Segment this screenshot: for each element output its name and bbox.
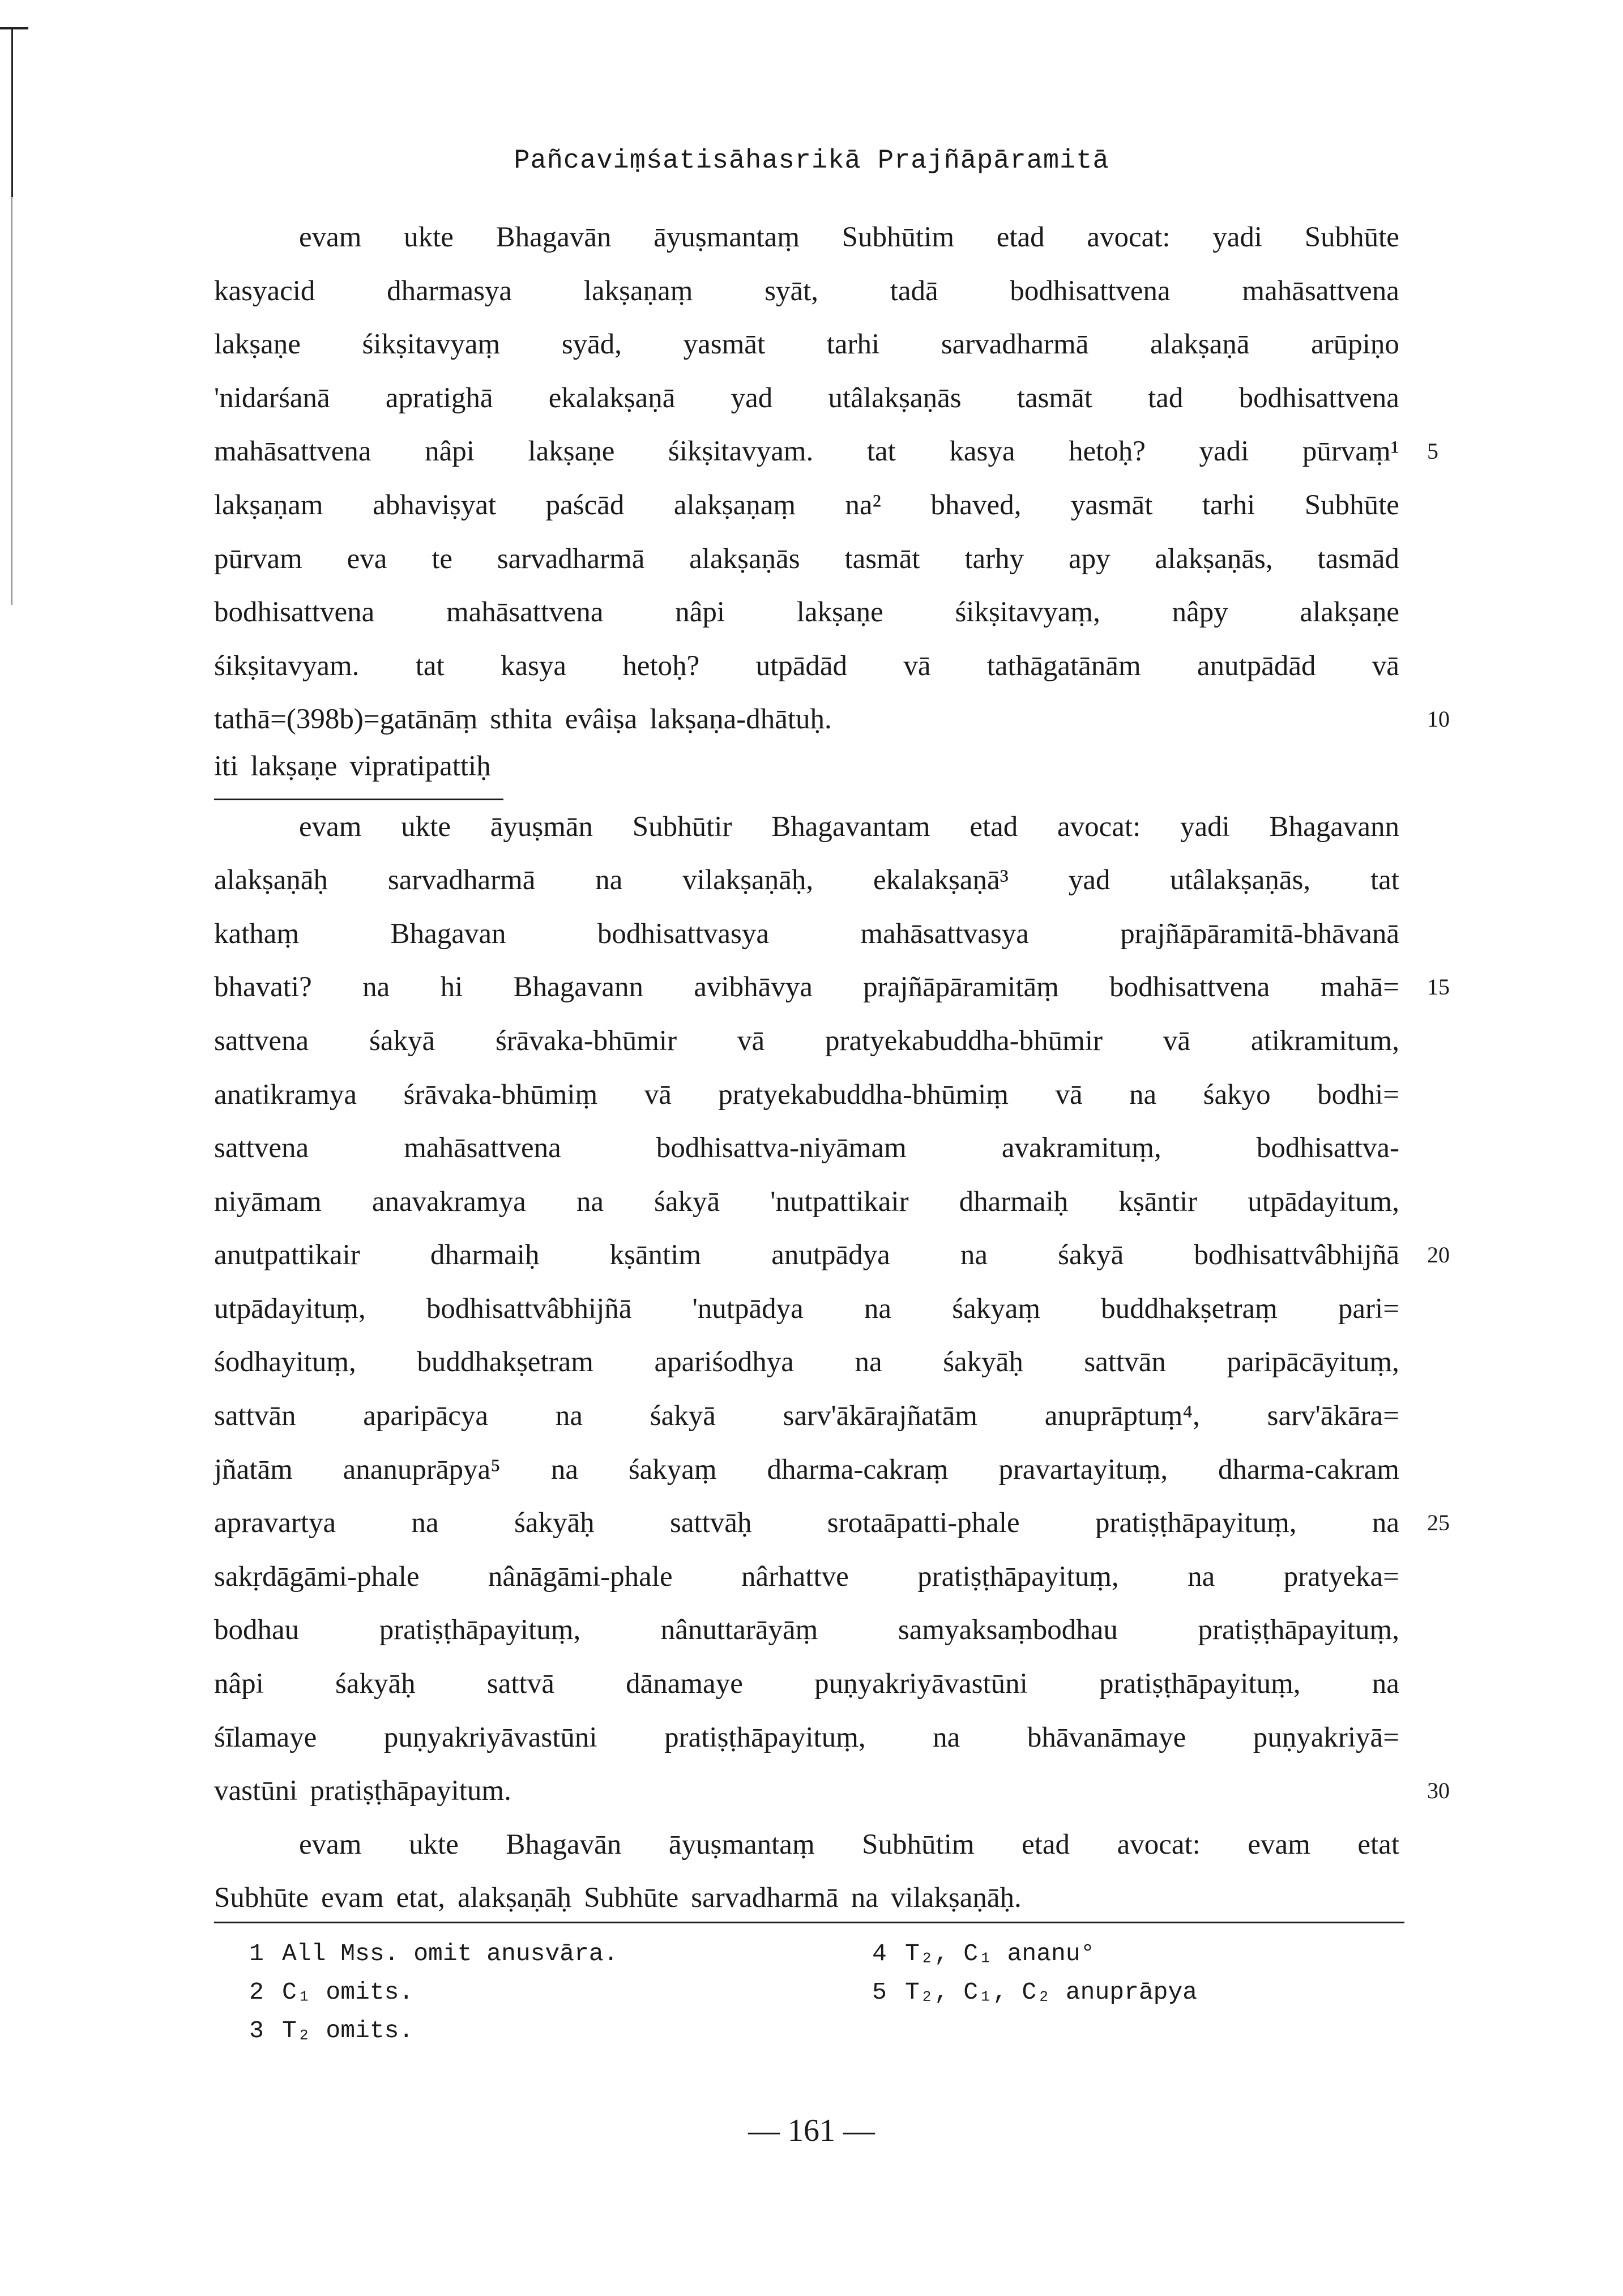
word: pūrvaṃ¹ bbox=[1302, 436, 1399, 468]
word: anutpādya bbox=[771, 1239, 890, 1271]
word: na bbox=[411, 1507, 439, 1539]
word: anutpattikair bbox=[214, 1239, 360, 1271]
word: āyuṣmān bbox=[490, 810, 593, 843]
text-line bbox=[214, 1282, 1399, 1336]
word: ekalakṣaṇā³ bbox=[873, 864, 1009, 897]
word: utpādād bbox=[755, 650, 848, 682]
word: paripācāyituṃ, bbox=[1227, 1346, 1399, 1379]
footnote bbox=[872, 1940, 1095, 1968]
text-line bbox=[214, 639, 1399, 693]
word: Subhūte bbox=[214, 1882, 309, 1914]
word: vā bbox=[737, 1025, 765, 1057]
word: tad bbox=[1148, 382, 1184, 414]
word: bodhisattvena bbox=[1010, 275, 1171, 307]
word: alakṣaṇās bbox=[689, 543, 800, 575]
word: na bbox=[1129, 1078, 1157, 1111]
word: na² bbox=[845, 489, 881, 521]
word: alakṣaṇāḥ bbox=[458, 1882, 572, 1914]
word: puṇyakriyā= bbox=[1253, 1721, 1399, 1753]
word: vastūni bbox=[214, 1775, 298, 1807]
word: kṣāntir bbox=[1118, 1185, 1198, 1218]
footnote-text: C₁ omits. bbox=[282, 1978, 414, 2006]
word: alakṣaṇās, bbox=[1155, 543, 1273, 575]
word: lakṣaṇe bbox=[528, 436, 615, 468]
footnote-text: All Mss. omit anusvāra. bbox=[282, 1940, 618, 1968]
word: 'nidarśanā bbox=[214, 382, 330, 414]
word: śikṣitavyam. bbox=[668, 436, 814, 468]
word: prajñāpāramitāṃ bbox=[863, 971, 1059, 1004]
footnote-number: 5 bbox=[872, 1978, 887, 2006]
word: kasya bbox=[500, 650, 567, 682]
word: yadi bbox=[1199, 436, 1249, 468]
word: utâlakṣaṇās, bbox=[1170, 864, 1311, 897]
word: śikṣitavyaṃ bbox=[362, 328, 501, 361]
word: evam bbox=[1248, 1828, 1310, 1860]
word: śodhayituṃ, bbox=[214, 1346, 356, 1379]
word: na bbox=[362, 971, 390, 1004]
text-line bbox=[214, 853, 1399, 907]
word: apravartya bbox=[214, 1507, 336, 1539]
word: anutpādād bbox=[1197, 650, 1316, 682]
footnote bbox=[249, 1940, 618, 1968]
word: na bbox=[933, 1721, 960, 1753]
text-line bbox=[214, 1764, 1450, 1818]
footnote-rule bbox=[214, 1922, 1404, 1923]
text-line bbox=[214, 586, 1399, 639]
footnote-text: T₂, C₁ ananu° bbox=[905, 1940, 1095, 1968]
line-number: 20 bbox=[1427, 1242, 1450, 1268]
word: dharma-cakraṃ bbox=[767, 1453, 949, 1486]
word: evam bbox=[299, 1828, 362, 1860]
word: pratyekabuddha-bhūmiṃ bbox=[718, 1078, 1009, 1111]
word: bhaved, bbox=[930, 489, 1022, 521]
word: bodhisattva- bbox=[1256, 1132, 1399, 1164]
word: tat bbox=[415, 650, 445, 682]
word: lakṣaṇa-dhātuḥ. bbox=[650, 703, 832, 736]
text-line bbox=[214, 211, 1399, 264]
text-line bbox=[214, 1121, 1399, 1175]
word: bodhisattvena bbox=[214, 596, 375, 629]
line-number: 15 bbox=[1427, 974, 1450, 1000]
footnote-number: 4 bbox=[872, 1940, 887, 1968]
text-line bbox=[214, 1443, 1399, 1497]
word: apy bbox=[1068, 543, 1111, 575]
word: sarv'ākārajñatām bbox=[783, 1400, 977, 1432]
word: na bbox=[555, 1400, 583, 1432]
word: dharmaiḥ bbox=[430, 1239, 540, 1271]
word: śakyaṃ bbox=[628, 1453, 717, 1486]
word: mahāsattvasya bbox=[860, 917, 1029, 950]
word: buddhakṣetram bbox=[417, 1346, 593, 1379]
word: kṣāntim bbox=[609, 1239, 702, 1271]
footnote-number: 1 bbox=[249, 1940, 264, 1968]
word: Bhagavān bbox=[506, 1828, 622, 1860]
word: nâpi bbox=[425, 436, 475, 468]
section-heading-underlined bbox=[214, 746, 503, 800]
text-line bbox=[214, 1657, 1399, 1711]
word: nârhattve bbox=[741, 1560, 849, 1593]
word: yad bbox=[731, 382, 773, 414]
text-line bbox=[214, 1175, 1399, 1229]
text-line bbox=[214, 1496, 1450, 1550]
footnote bbox=[872, 1978, 1197, 2006]
word: aparipācya bbox=[363, 1400, 489, 1432]
text-line bbox=[214, 1014, 1399, 1068]
word: puṇyakriyāvastūni bbox=[814, 1668, 1028, 1700]
word: na bbox=[1188, 1560, 1215, 1593]
word: bodhisattvasya bbox=[597, 917, 770, 950]
word: apratighā bbox=[385, 382, 493, 414]
word: tasmād bbox=[1317, 543, 1399, 575]
word: yad bbox=[1068, 864, 1111, 897]
text-line bbox=[214, 318, 1399, 372]
word: buddhakṣetraṃ bbox=[1101, 1292, 1278, 1325]
word: tarhi bbox=[826, 328, 880, 361]
word: lakṣaṇaṃ bbox=[583, 275, 693, 307]
word: tarhy bbox=[964, 543, 1024, 575]
text-line bbox=[214, 1068, 1399, 1122]
text-line bbox=[214, 372, 1399, 425]
word: bhāvanāmaye bbox=[1027, 1721, 1186, 1753]
word: sarv'ākāra= bbox=[1267, 1400, 1399, 1432]
word: pratiṣṭhāpayitum. bbox=[310, 1775, 511, 1807]
word: pravartayituṃ, bbox=[998, 1453, 1168, 1486]
word: Bhagavantam bbox=[771, 810, 930, 843]
word: Subhūte bbox=[584, 1882, 679, 1914]
word: tathā=(398b)=gatānāṃ bbox=[214, 703, 478, 736]
word: syād, bbox=[561, 328, 622, 361]
word: utpādayituṃ, bbox=[214, 1292, 366, 1325]
word: yadi bbox=[1212, 221, 1263, 253]
word: na bbox=[1372, 1507, 1399, 1539]
word: paścād bbox=[545, 489, 625, 521]
text-line bbox=[214, 907, 1399, 961]
word: utâlakṣaṇās bbox=[828, 382, 962, 414]
word: samyaksaṃbodhau bbox=[898, 1614, 1118, 1646]
word: evam bbox=[299, 810, 362, 843]
text-line bbox=[214, 800, 1399, 854]
word: sakṛdāgāmi-phale bbox=[214, 1560, 420, 1593]
word: ekalakṣaṇā bbox=[548, 382, 676, 414]
word: Bhagavan bbox=[390, 917, 506, 950]
word: anuprāptuṃ⁴, bbox=[1044, 1400, 1200, 1432]
word: tasmāt bbox=[1016, 382, 1092, 414]
word: prajñāpāramitā-bhāvanā bbox=[1120, 917, 1399, 950]
word: srotaāpatti-phale bbox=[827, 1507, 1020, 1539]
text-line bbox=[214, 1871, 1399, 1925]
word: vā bbox=[1163, 1025, 1191, 1057]
word: apariśodhya bbox=[654, 1346, 794, 1379]
word: śakyā bbox=[369, 1025, 435, 1057]
word: mahā= bbox=[1320, 971, 1399, 1004]
text-line bbox=[214, 961, 1450, 1014]
word: etad bbox=[1022, 1828, 1070, 1860]
word: hetoḥ? bbox=[1069, 436, 1146, 468]
word: ananuprāpya⁵ bbox=[343, 1453, 501, 1486]
word: śrāvaka-bhūmir bbox=[496, 1025, 677, 1057]
text-line bbox=[214, 693, 1450, 746]
crop-mark-horizontal bbox=[0, 27, 28, 29]
word: na bbox=[1372, 1668, 1399, 1700]
word: bodhisattvâbhijñā bbox=[426, 1292, 632, 1325]
text-line bbox=[214, 532, 1399, 586]
word: vilakṣaṇāḥ. bbox=[890, 1882, 1022, 1914]
word: mahāsattvena bbox=[214, 436, 371, 468]
word: evâiṣa bbox=[565, 703, 638, 736]
word: tat bbox=[866, 436, 896, 468]
footnote bbox=[249, 1978, 413, 2006]
word: yasmāt bbox=[683, 328, 766, 361]
word: pari= bbox=[1338, 1292, 1399, 1325]
word: hetoḥ? bbox=[622, 650, 700, 682]
word: etad bbox=[969, 810, 1018, 843]
word: pūrvam bbox=[214, 543, 302, 575]
word: śīlamaye bbox=[214, 1721, 317, 1753]
word: lakṣaṇe bbox=[250, 750, 338, 782]
word: dānamaye bbox=[626, 1668, 743, 1700]
word: śakyo bbox=[1203, 1078, 1271, 1111]
word: Subhūtir bbox=[632, 810, 732, 843]
text-line bbox=[214, 479, 1399, 532]
word: eva bbox=[347, 543, 387, 575]
word: lakṣaṇe bbox=[214, 328, 301, 361]
word: ukte bbox=[401, 810, 451, 843]
word: sattvena bbox=[214, 1132, 309, 1164]
word: śakyā bbox=[650, 1400, 716, 1432]
footnote-number: 2 bbox=[249, 1978, 264, 2006]
word: vā bbox=[1055, 1078, 1083, 1111]
word: śakyā bbox=[654, 1185, 720, 1218]
word: alakṣaṇe bbox=[1300, 596, 1399, 629]
word: Bhagavann bbox=[513, 971, 644, 1004]
word: pratiṣṭhāpayituṃ, bbox=[379, 1614, 581, 1646]
word: nânuttarāyāṃ bbox=[660, 1614, 818, 1646]
word: hi bbox=[440, 971, 463, 1004]
line-number: 5 bbox=[1427, 438, 1438, 464]
main-text-column bbox=[214, 211, 1450, 1925]
page-number: — 161 — bbox=[748, 2113, 875, 2148]
section-heading bbox=[214, 746, 1399, 800]
word: utpādayitum, bbox=[1248, 1185, 1399, 1218]
text-line bbox=[214, 1818, 1399, 1872]
word: pratiṣṭhāpayituṃ, bbox=[664, 1721, 866, 1753]
word: ukte bbox=[404, 221, 454, 253]
word: lakṣaṇe bbox=[796, 596, 883, 629]
word: śakyāḥ bbox=[514, 1507, 595, 1539]
word: na bbox=[550, 1453, 578, 1486]
footnote bbox=[249, 2017, 413, 2045]
word: avakramituṃ, bbox=[1001, 1132, 1161, 1164]
word: sattvā bbox=[486, 1668, 554, 1700]
word: etad bbox=[996, 221, 1045, 253]
word: te bbox=[432, 543, 453, 575]
word: śakyāḥ bbox=[943, 1346, 1023, 1379]
word: 'nutpattikair bbox=[770, 1185, 909, 1218]
word: bodhisattvâbhijñā bbox=[1194, 1239, 1399, 1271]
footnote-number: 3 bbox=[249, 2017, 264, 2045]
word: na bbox=[595, 864, 623, 897]
text-line bbox=[214, 1228, 1450, 1282]
word: sattvāḥ bbox=[669, 1507, 752, 1539]
word: abhaviṣyat bbox=[373, 489, 497, 521]
word: bodhi= bbox=[1317, 1078, 1399, 1111]
word: kathaṃ bbox=[214, 917, 300, 950]
word: lakṣaṇam bbox=[214, 489, 323, 521]
word: nâpi bbox=[675, 596, 725, 629]
word: etat, bbox=[396, 1882, 445, 1914]
word: ukte bbox=[409, 1828, 459, 1860]
word: Bhagavann bbox=[1269, 810, 1399, 843]
word: śakyā bbox=[1058, 1239, 1124, 1271]
word: pratiṣṭhāpayituṃ, bbox=[1099, 1668, 1301, 1700]
word: jñatām bbox=[214, 1453, 293, 1486]
text-line bbox=[214, 425, 1438, 479]
word: śikṣitavyam. bbox=[214, 650, 360, 682]
word: avocat: bbox=[1117, 1828, 1201, 1860]
word: pratiṣṭhāpayituṃ, bbox=[917, 1560, 1119, 1593]
word: yasmāt bbox=[1070, 489, 1153, 521]
word: arūpiṇo bbox=[1311, 328, 1399, 361]
word: sarvadharmā bbox=[387, 864, 536, 897]
word: na bbox=[855, 1346, 882, 1379]
word: na bbox=[576, 1185, 604, 1218]
word: nâpy bbox=[1172, 596, 1228, 629]
word: tat bbox=[1370, 864, 1399, 897]
word: iti bbox=[214, 750, 238, 782]
word: Subhūte bbox=[1304, 489, 1399, 521]
word: āyuṣmantaṃ bbox=[668, 1828, 815, 1860]
word: sattvān bbox=[1084, 1346, 1166, 1379]
word: dharma-cakram bbox=[1218, 1453, 1399, 1486]
word: śikṣitavyaṃ, bbox=[955, 596, 1100, 629]
text-line bbox=[214, 1711, 1399, 1765]
word: sarvadharmā bbox=[497, 543, 645, 575]
footnote-text: T₂, C₁, C₂ anuprāpya bbox=[905, 1978, 1198, 2006]
word: tadā bbox=[890, 275, 938, 307]
word: bodhisattva-niyāmam bbox=[656, 1132, 907, 1164]
word: sarvadharmā bbox=[691, 1882, 839, 1914]
word: evam bbox=[299, 221, 362, 253]
word: sattvena bbox=[214, 1025, 309, 1057]
word: puṇyakriyāvastūni bbox=[383, 1721, 597, 1753]
word: mahāsattvena bbox=[446, 596, 604, 629]
word: Subhūtim bbox=[842, 221, 955, 253]
line-number: 30 bbox=[1427, 1778, 1450, 1804]
line-number: 25 bbox=[1427, 1510, 1450, 1536]
word: alakṣaṇā bbox=[1150, 328, 1250, 361]
word: alakṣaṇāḥ bbox=[214, 864, 328, 897]
word: na bbox=[864, 1292, 892, 1325]
word: pratiṣṭhāpayituṃ, bbox=[1095, 1507, 1297, 1539]
page-edge-line bbox=[11, 197, 12, 605]
word: bodhisattvena bbox=[1238, 382, 1399, 414]
word: Subhūtim bbox=[862, 1828, 975, 1860]
line-number: 10 bbox=[1427, 706, 1450, 732]
word: na bbox=[960, 1239, 988, 1271]
word: nânāgāmi-phale bbox=[488, 1560, 673, 1593]
word: tathāgatānām bbox=[986, 650, 1141, 682]
word: vā bbox=[903, 650, 931, 682]
word: pratyeka= bbox=[1283, 1560, 1399, 1593]
word: niyāmam bbox=[214, 1185, 322, 1218]
word: avocat: bbox=[1057, 810, 1141, 843]
word: yadi bbox=[1180, 810, 1230, 843]
word: nâpi bbox=[214, 1668, 264, 1700]
word: alakṣaṇaṃ bbox=[673, 489, 796, 521]
footnote-text: T₂ omits. bbox=[282, 2017, 414, 2045]
word: avocat: bbox=[1087, 221, 1171, 253]
running-header: Pañcaviṃśatisāhasrikā Prajñāpāramitā bbox=[514, 146, 1109, 176]
word: anavakramya bbox=[371, 1185, 526, 1218]
word: evam bbox=[321, 1882, 384, 1914]
word: syāt, bbox=[764, 275, 819, 307]
word: śakyāḥ bbox=[335, 1668, 416, 1700]
word: avibhāvya bbox=[694, 971, 813, 1004]
word: atikramitum, bbox=[1250, 1025, 1399, 1057]
word: vilakṣaṇāḥ, bbox=[682, 864, 814, 897]
word: kasyacid bbox=[214, 275, 315, 307]
word: śakyaṃ bbox=[952, 1292, 1041, 1325]
word: mahāsattvena bbox=[404, 1132, 561, 1164]
word: sattvān bbox=[214, 1400, 296, 1432]
word: na bbox=[851, 1882, 878, 1914]
word: śrāvaka-bhūmiṃ bbox=[403, 1078, 598, 1111]
word: vā bbox=[1372, 650, 1399, 682]
word: vipratipattiḥ bbox=[349, 750, 491, 782]
word: 'nutpādya bbox=[692, 1292, 804, 1325]
word: pratyekabuddha-bhūmir bbox=[825, 1025, 1103, 1057]
text-line bbox=[214, 1550, 1399, 1604]
text-line bbox=[214, 264, 1399, 318]
word: anatikramya bbox=[214, 1078, 357, 1111]
word: Bhagavān bbox=[496, 221, 612, 253]
word: Subhūte bbox=[1304, 221, 1399, 253]
word: dharmasya bbox=[387, 275, 512, 307]
word: etat bbox=[1357, 1828, 1399, 1860]
word: dharmaiḥ bbox=[959, 1185, 1069, 1218]
word: sthita bbox=[490, 703, 553, 736]
word: sarvadharmā bbox=[941, 328, 1089, 361]
word: vā bbox=[644, 1078, 672, 1111]
word: tasmāt bbox=[844, 543, 920, 575]
text-line bbox=[214, 1389, 1399, 1443]
word: bodhau bbox=[214, 1614, 300, 1646]
word: bodhisattvena bbox=[1109, 971, 1270, 1004]
word: tarhi bbox=[1202, 489, 1255, 521]
word: pratiṣṭhāpayituṃ, bbox=[1198, 1614, 1399, 1646]
text-line bbox=[214, 1335, 1399, 1389]
word: kasya bbox=[949, 436, 1015, 468]
text-line bbox=[214, 1603, 1399, 1657]
word: bhavati? bbox=[214, 971, 312, 1004]
word: mahāsattvena bbox=[1242, 275, 1399, 307]
word: āyuṣmantaṃ bbox=[654, 221, 800, 253]
